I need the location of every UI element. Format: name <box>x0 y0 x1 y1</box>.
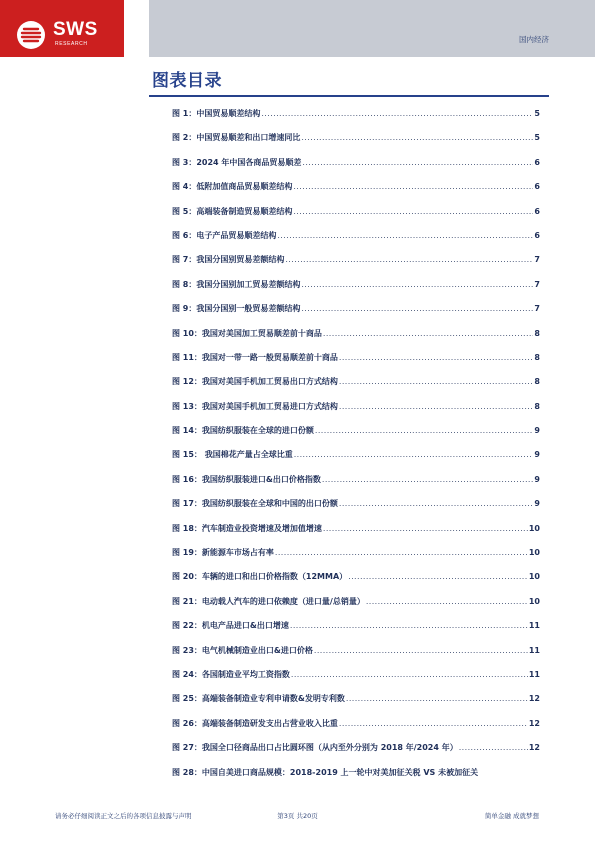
toc-entry-label: 图 21：电动载人汽车的进口依赖度（进口量/总销量） <box>172 596 365 606</box>
toc-entry-page: 6 <box>534 230 540 240</box>
sws-logo-icon <box>16 20 46 50</box>
toc-entry-label: 图 15： 我国棉花产量占全球比重 <box>172 450 293 460</box>
toc-entry-label: 图 13：我国对美国手机加工贸易进口方式结构 <box>172 401 338 411</box>
toc-list <box>172 108 540 791</box>
page-footer <box>0 811 595 823</box>
toc-entry-label: 图 16：我国纺织服装进口&出口价格指数 <box>172 474 321 484</box>
toc-entry-label: 图 2：中国贸易顺差和出口增速同比 <box>172 133 301 143</box>
page-header <box>0 0 595 57</box>
toc-entry[interactable] <box>172 303 540 327</box>
toc-entry[interactable] <box>172 620 540 644</box>
toc-entry-page: 7 <box>534 304 540 314</box>
toc-entry-page: 8 <box>534 328 540 338</box>
toc-entry-label: 图 14：我国纺织服装在全球的进口份额 <box>172 426 314 436</box>
toc-entry[interactable] <box>172 132 540 156</box>
brand-subtitle: RESEARCH <box>55 41 88 47</box>
toc-leader-dots <box>348 572 528 581</box>
toc-leader-dots <box>275 548 528 557</box>
toc-entry-label: 图 1：中国贸易顺差结构 <box>172 109 261 118</box>
toc-entry[interactable] <box>172 254 540 278</box>
toc-entry[interactable] <box>172 547 540 571</box>
toc-leader-dots <box>294 450 534 459</box>
toc-leader-dots <box>339 499 534 508</box>
toc-entry-label: 图 25：高端装备制造业专利申请数&发明专利数 <box>172 694 345 704</box>
toc-leader-dots <box>302 158 533 167</box>
toc-leader-dots <box>339 719 528 728</box>
toc-entry[interactable] <box>172 693 540 717</box>
toc-entry-label: 图 20：车辆的进口和出口价格指数（12MMA） <box>172 572 348 582</box>
footer-page-info: 第3页 共20页 <box>277 812 318 820</box>
toc-entry[interactable] <box>172 498 540 522</box>
toc-entry-page: 11 <box>528 645 540 655</box>
toc-entry[interactable] <box>172 352 540 376</box>
toc-leader-dots <box>290 621 528 630</box>
toc-entry-page: 10 <box>528 572 540 582</box>
toc-leader-dots <box>315 426 534 435</box>
report-category: 国内经济 <box>519 35 549 44</box>
toc-entry-page: 11 <box>528 669 540 679</box>
toc-entry-label: 图 18：汽车制造业投资增速及增加值增速 <box>172 523 322 533</box>
toc-entry-label: 图 3：2024 年中国各商品贸易顺差 <box>172 157 302 167</box>
toc-entry[interactable] <box>172 596 540 620</box>
toc-entry-page: 10 <box>528 523 540 533</box>
toc-entry-label: 图 5：高端装备制造贸易顺差结构 <box>172 206 293 216</box>
toc-leader-dots <box>291 670 528 679</box>
toc-entry[interactable] <box>172 376 540 400</box>
toc-leader-dots <box>261 109 533 118</box>
toc-title: 图表目录 <box>152 71 222 91</box>
toc-leader-dots <box>339 402 534 411</box>
toc-entry[interactable] <box>172 181 540 205</box>
title-divider <box>149 95 549 97</box>
toc-entry-page: 12 <box>528 743 540 753</box>
toc-leader-dots <box>323 329 534 338</box>
toc-entry-label: 图 19：新能源车市场占有率 <box>172 548 274 558</box>
toc-entry-page: 7 <box>534 279 540 289</box>
toc-entry[interactable] <box>172 425 540 449</box>
toc-leader-dots <box>301 133 533 142</box>
brand-logo <box>0 0 124 57</box>
toc-entry-page: 6 <box>534 206 540 216</box>
header-bar <box>149 0 595 57</box>
toc-entry[interactable] <box>172 157 540 181</box>
toc-entry-label: 图 10：我国对美国加工贸易顺差前十商品 <box>172 328 322 338</box>
toc-entry[interactable] <box>172 474 540 498</box>
header-divider <box>124 0 149 57</box>
toc-entry-page: 8 <box>534 352 540 362</box>
toc-entry-label: 图 6：电子产品贸易顺差结构 <box>172 230 277 240</box>
toc-leader-dots <box>346 694 528 703</box>
toc-entry[interactable] <box>172 401 540 425</box>
toc-entry[interactable] <box>172 767 540 791</box>
toc-leader-dots <box>366 597 528 606</box>
toc-entry-page: 9 <box>534 474 540 484</box>
toc-leader-dots <box>323 524 528 533</box>
toc-entry-page: 10 <box>528 596 540 606</box>
toc-entry-page: 12 <box>528 694 540 704</box>
toc-leader-dots <box>293 182 533 191</box>
toc-entry-page: 11 <box>528 621 540 631</box>
toc-entry-page: 12 <box>528 718 540 728</box>
toc-entry[interactable] <box>172 328 540 352</box>
toc-entry-page: 6 <box>534 157 540 167</box>
toc-entry-label: 图 28：中国自美进口商品规模：2018-2019 上一轮中对美加征关税 VS 未被加征关 <box>172 767 479 777</box>
toc-entry-label: 图 17：我国纺织服装在全球和中国的出口份额 <box>172 499 338 509</box>
footer-slogan: 简单金融 成就梦想 <box>484 812 539 820</box>
toc-entry-page: 5 <box>534 133 540 143</box>
toc-entry-label: 图 8：我国分国别加工贸易差额结构 <box>172 279 301 289</box>
toc-leader-dots <box>301 280 533 289</box>
toc-entry[interactable] <box>172 669 540 693</box>
toc-entry-label: 图 7：我国分国别贸易差额结构 <box>172 255 285 265</box>
toc-entry[interactable] <box>172 718 540 742</box>
toc-entry-label: 图 12：我国对美国手机加工贸易出口方式结构 <box>172 377 338 387</box>
toc-leader-dots <box>277 231 533 240</box>
toc-entry[interactable] <box>172 742 540 766</box>
toc-entry-page: 9 <box>534 499 540 509</box>
toc-entry-page: 9 <box>534 426 540 436</box>
toc-entry-page: 10 <box>528 548 540 558</box>
toc-entry[interactable] <box>172 230 540 254</box>
toc-entry-label: 图 4：低附加值商品贸易顺差结构 <box>172 182 293 192</box>
toc-leader-dots <box>459 743 528 752</box>
toc-leader-dots <box>339 377 534 386</box>
footer-disclaimer: 请务必仔细阅读正文之后的各项信息披露与声明 <box>55 812 192 820</box>
toc-entry-page: 8 <box>534 377 540 387</box>
toc-leader-dots <box>285 255 533 264</box>
toc-leader-dots <box>293 207 533 216</box>
toc-entry[interactable] <box>172 645 540 669</box>
toc-leader-dots <box>339 353 534 362</box>
toc-entry[interactable] <box>172 279 540 303</box>
toc-leader-dots <box>314 646 528 655</box>
toc-entry-page: 8 <box>534 401 540 411</box>
toc-entry[interactable] <box>172 206 540 230</box>
toc-entry-page: 7 <box>534 255 540 265</box>
toc-entry[interactable] <box>172 571 540 595</box>
toc-entry-label: 图 9：我国分国别一般贸易差额结构 <box>172 304 301 314</box>
toc-leader-dots <box>301 304 533 313</box>
brand-name: SWS <box>53 19 98 40</box>
toc-entry-label: 图 26：高端装备制造研发支出占营业收入比重 <box>172 718 338 728</box>
toc-entry-label: 图 24：各国制造业平均工资指数 <box>172 669 290 679</box>
toc-leader-dots <box>322 475 534 484</box>
toc-entry-label: 图 27：我国全口径商品出口占比圆环图（从内至外分别为 2018 年/2024 年） <box>172 743 458 753</box>
toc-entry-page: 6 <box>534 182 540 192</box>
toc-entry[interactable] <box>172 523 540 547</box>
toc-entry[interactable] <box>172 108 540 132</box>
toc-entry-label: 图 23：电气机械制造业出口&进口价格 <box>172 645 313 655</box>
toc-entry-label: 图 11：我国对一带一路一般贸易顺差前十商品 <box>172 352 338 362</box>
toc-entry-page: 5 <box>534 109 540 118</box>
toc-entry-label: 图 22：机电产品进口&出口增速 <box>172 621 289 631</box>
toc-entry-page: 9 <box>534 450 540 460</box>
toc-entry[interactable] <box>172 449 540 473</box>
